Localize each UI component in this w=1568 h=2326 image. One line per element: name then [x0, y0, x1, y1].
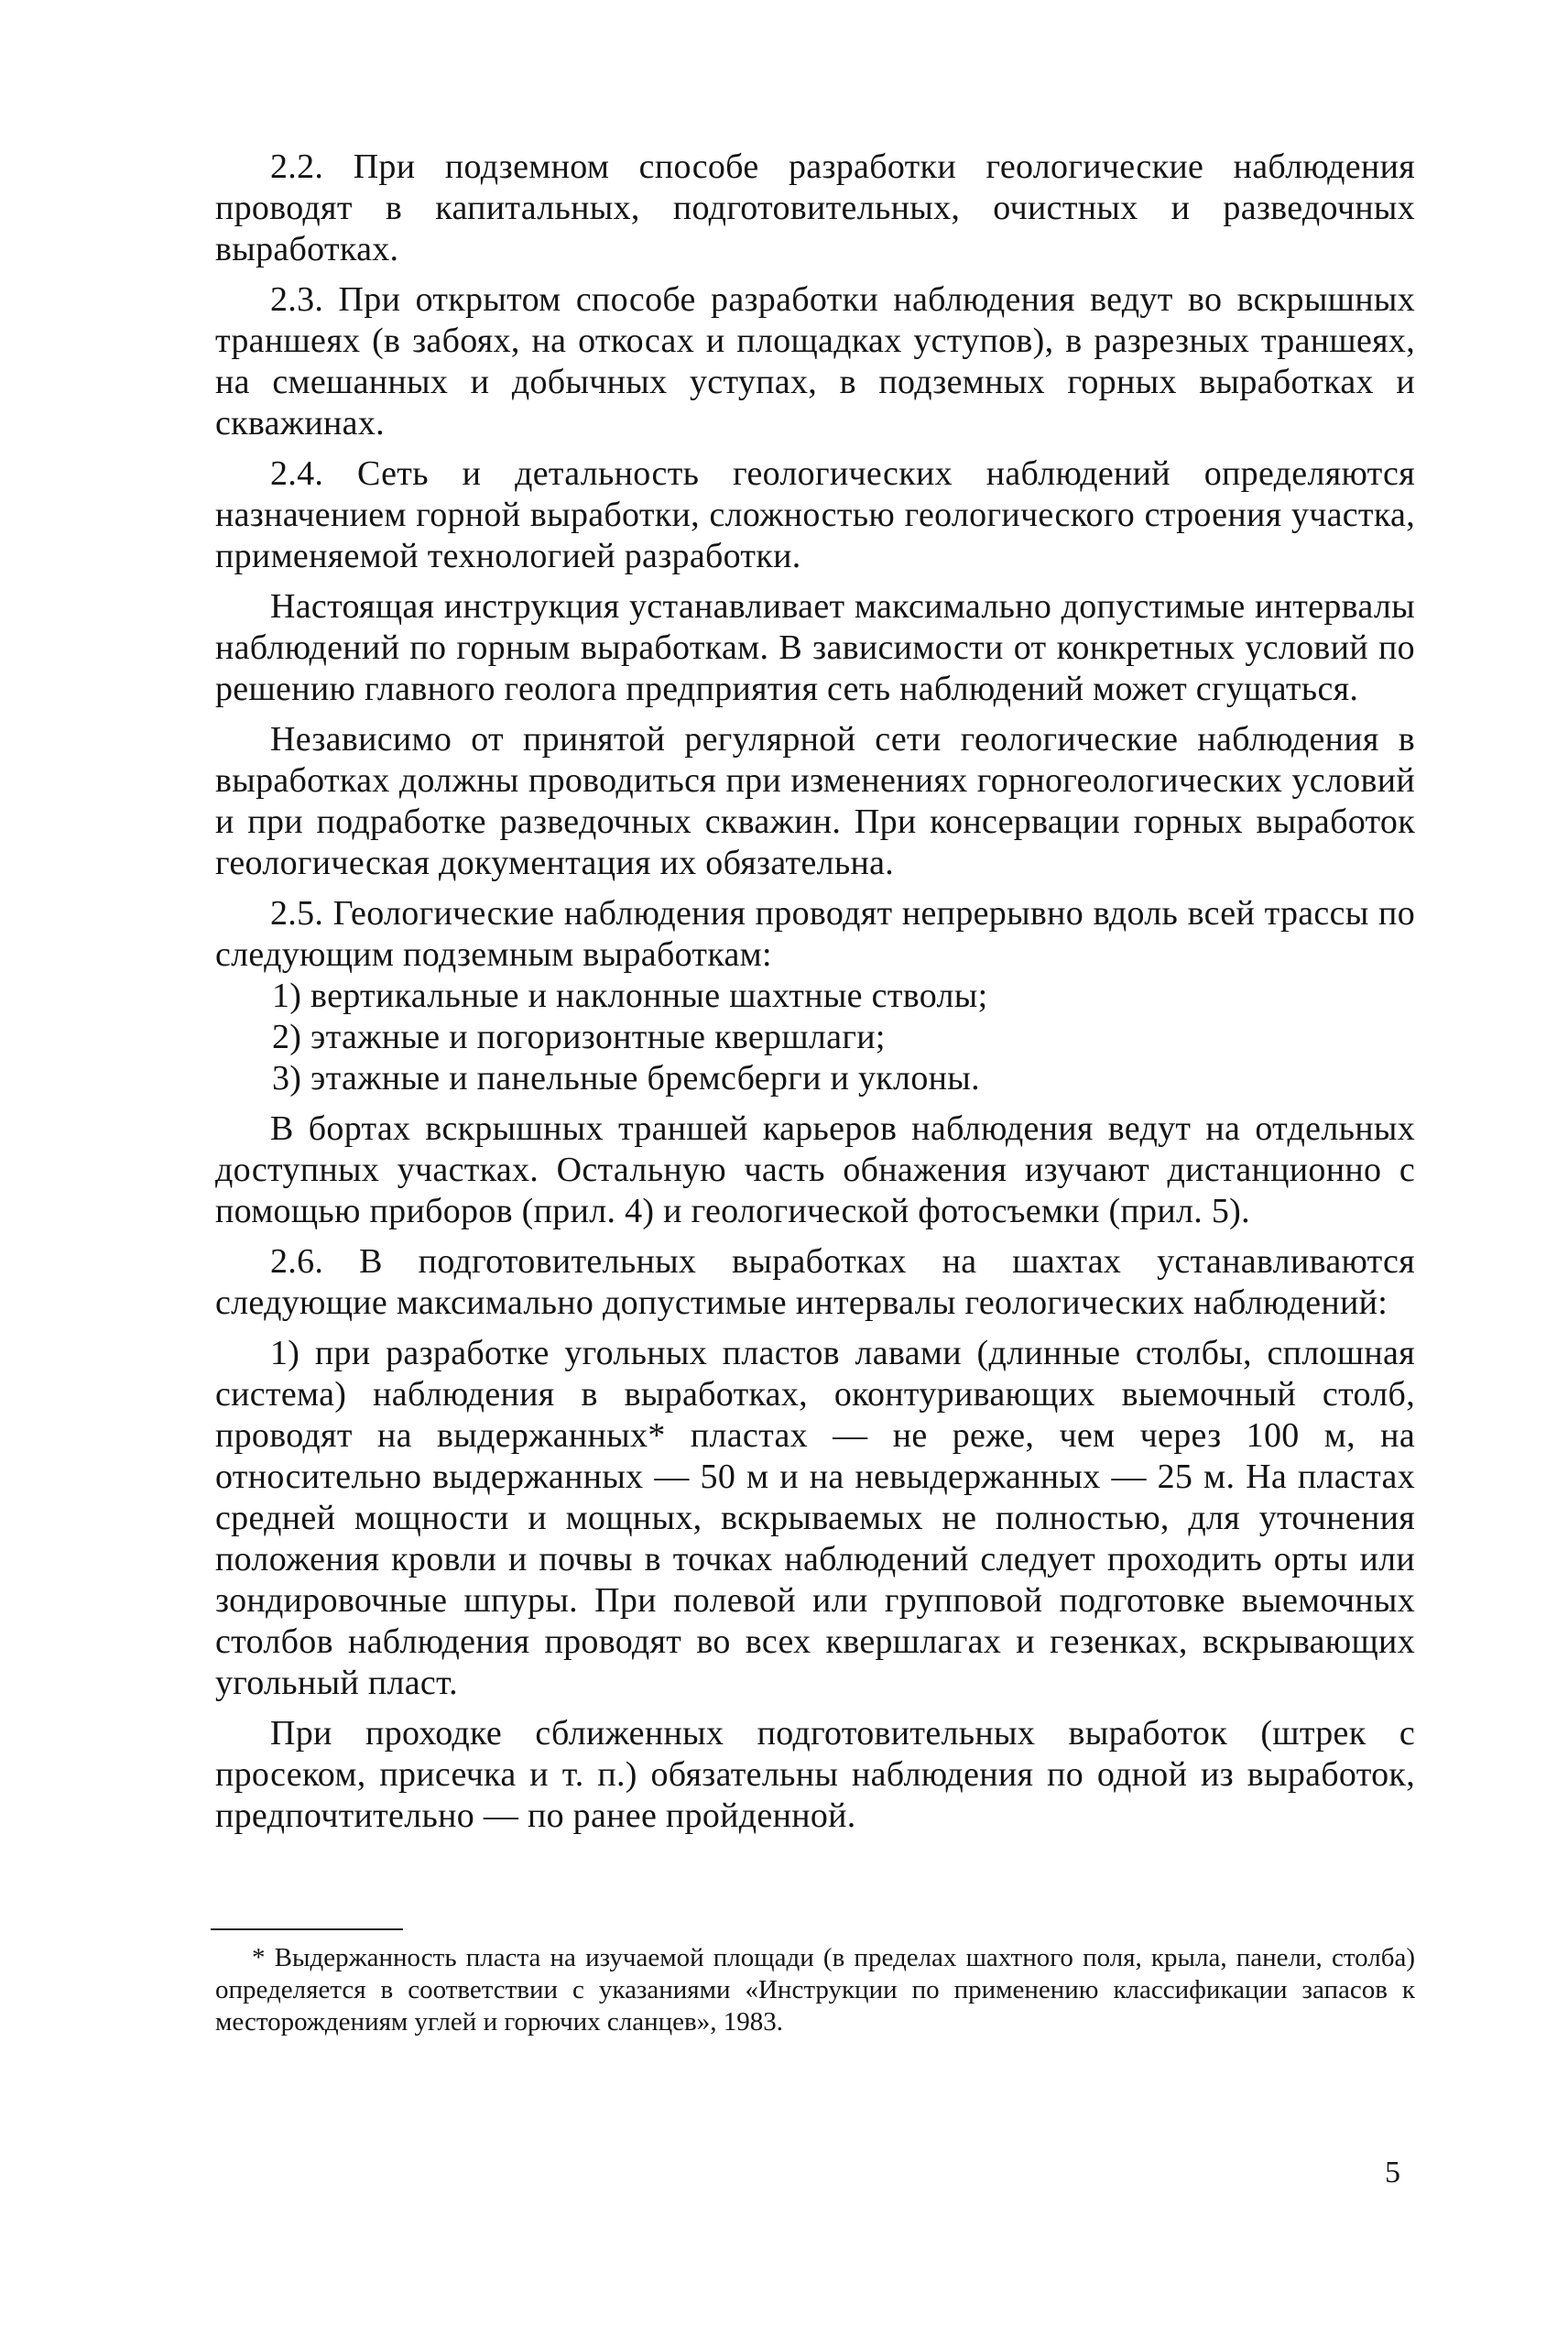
paragraph-trench-walls: В бортах вскрышных траншей карьеров наблюдения ведут на отдельных доступных участках. Остальную часть обнажения изучают дистанционно с помощью приборов (прил. 4) и геологической фотосъемки (прил. 5).	[215, 1109, 1415, 1230]
paragraph-2-3: 2.3. При открытом способе разработки наблюдения ведут во вскрышных траншеях (в забоях, на откосах и площадках уступов), в разрезных траншеях, на смешанных и добычных уступах, в подземных горных выработках и скважинах.	[215, 280, 1415, 442]
paragraph-2-6: 2.6. В подготовительных выработках на шахтах устанавливаются следующие максимально допустимые интервалы геологических наблюдений:	[215, 1242, 1415, 1322]
page-number: 5	[1385, 2156, 1400, 2189]
body-text	[215, 147, 1415, 1837]
paragraph-2-6-item-1: 1) при разработке угольных пластов лавами (длинные столбы, сплошная система) наблюдения в выработках, оконтуривающих выемочный столб, проводят на выдержанных* пластах — не реже, чем через 100 м, на относительно выдержанных — 50 м и на невыдержанных — 25 м. На пластах средней мощности и мощных, вскрываемых не полностью, для уточнения положения кровли и почвы в точках наблюдений следует проходить орты или зондировочные шпуры. При полевой или групповой подготовке выемочных столбов наблюдения проводят во всех квершлагах и гезенках, вскрывающих угольный пласт.	[215, 1334, 1415, 1702]
list-item-2: 2) этажные и погоризонтные квершлаги;	[272, 1018, 886, 1056]
paragraph-regular-network: Независимо от принятой регулярной сети геологические наблюдения в выработках должны проводиться при изменениях горногеологических условий и при подработке разведочных скважин. При консервации горных выработок геологическая документация их обязательна.	[215, 720, 1415, 882]
paragraph-adjacent-workings: При проходке сближенных подготовительных выработок (штрек с просеком, присечка и т. п.) обязательны наблюдения по одной из выработок, предпочтительно — по ранее пройденной.	[215, 1714, 1415, 1835]
paragraph-2-4: 2.4. Сеть и детальность геологических наблюдений определяются назначением горной выработки, сложностью геологического строения участка, применяемой технологией разработки.	[215, 454, 1415, 575]
footnote: * Выдержанность пласта на изучаемой площади (в пределах шахтного поля, крыла, панели, столба) определяется в соответствии с указаниями «Инструкции по применению классификации запасов к месторождениям углей и горючих сланцев», 1983.	[215, 1943, 1415, 2037]
footnote-divider	[211, 1928, 403, 1930]
paragraph-2-5: 2.5. Геологические наблюдения проводят непрерывно вдоль всей трассы по следующим подземным выработкам:	[215, 894, 1415, 974]
paragraph-2-2: 2.2. При подземном способе разработки геологические наблюдения проводят в капитальных, подготовительных, очистных и разведочных выработках.	[215, 147, 1415, 268]
list-item-3: 3) этажные и панельные бремсберги и уклоны.	[272, 1059, 980, 1097]
paragraph-instruction-intervals: Настоящая инструкция устанавливает максимально допустимые интервалы наблюдений по горным выработкам. В зависимости от конкретных условий по решению главного геолога предприятия сеть наблюдений может сгущаться.	[215, 587, 1415, 708]
list-item-1: 1) вертикальные и наклонные шахтные стволы;	[272, 977, 988, 1015]
